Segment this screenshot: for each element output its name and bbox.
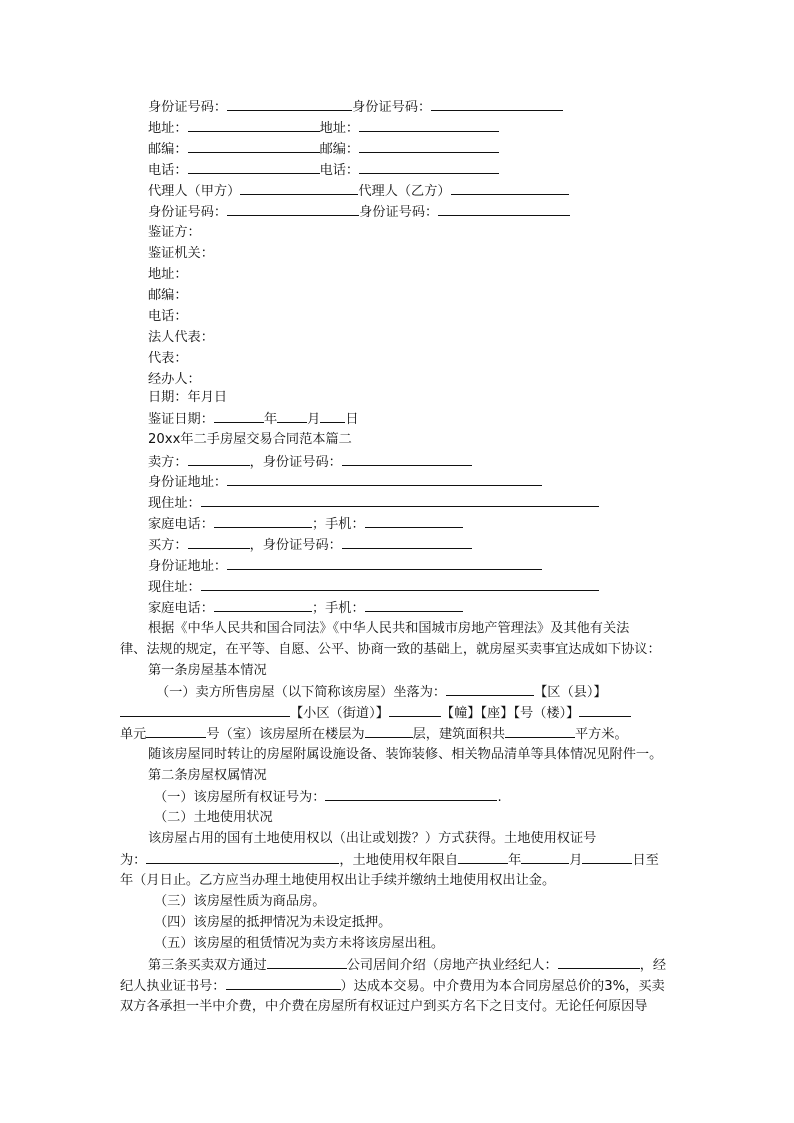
line-text: 电话： — [319, 163, 360, 178]
contract-line — [148, 160, 499, 180]
line-text: 鉴证日期： — [148, 412, 214, 427]
line-text: 【区（县）】 — [534, 685, 607, 700]
line-text: 身份证号码： — [148, 205, 228, 220]
fill-in-blank — [188, 452, 250, 466]
line-text: 家庭电话： — [148, 517, 214, 532]
line-text: 身份证号码： — [148, 100, 228, 115]
line-text: （一）该房屋所有权证号为： — [154, 790, 326, 805]
line-text: ，身份证号码： — [249, 455, 342, 470]
line-text: 电话： — [148, 163, 188, 178]
contract-line — [148, 430, 352, 450]
line-text: （二）土地使用状况 — [154, 810, 273, 825]
fill-in-blank — [188, 535, 250, 549]
fill-in-blank — [325, 787, 497, 801]
line-text: 经办人： — [148, 372, 201, 387]
contract-line — [148, 934, 444, 954]
line-text: 日 — [345, 412, 359, 427]
contract-line — [148, 97, 563, 117]
contract-line — [120, 976, 665, 996]
line-text: 该房屋占用的国有土地使用权以 — [148, 831, 333, 846]
line-text: 日至 — [632, 853, 659, 868]
fill-in-blank — [521, 850, 569, 864]
contract-line — [148, 409, 359, 429]
contract-line — [148, 598, 463, 618]
line-text: 邮编： — [319, 142, 360, 157]
line-text: 地址： — [148, 121, 188, 136]
contract-line — [148, 682, 607, 702]
contract-line — [148, 223, 201, 243]
line-text: 20xx年二手房屋交易合同范本篇二 — [148, 432, 352, 447]
line-text: 【幢】【座】【号（楼）】 — [440, 706, 580, 721]
line-text: ，土地使用权年限自 — [339, 853, 459, 868]
contract-line — [148, 913, 391, 933]
line-text: ，经 — [639, 958, 667, 973]
contract-line — [148, 265, 188, 285]
fill-in-blank — [227, 202, 359, 216]
fill-in-blank — [201, 577, 599, 591]
fill-in-blank — [120, 703, 290, 717]
line-text: 日期：年月日 — [148, 390, 228, 405]
contract-line — [148, 661, 267, 681]
contract-line — [148, 118, 499, 138]
contract-line — [120, 997, 648, 1017]
line-text: 【小区（街道）】 — [290, 706, 389, 721]
fill-in-blank — [389, 703, 441, 717]
fill-in-blank — [240, 181, 358, 195]
line-text: 身份证地址： — [148, 559, 228, 574]
line-text: 买方： — [148, 538, 188, 553]
line-text: 号（室）该房屋所在楼层为 — [206, 727, 365, 742]
line-text: （一）卖方所售房屋（以下简称该房屋）坐落为： — [156, 685, 447, 700]
fill-in-blank — [146, 850, 339, 864]
line-text: 卖方： — [148, 455, 188, 470]
contract-line — [148, 452, 472, 472]
contract-line — [148, 286, 188, 306]
line-text: （四）该房屋的抵押情况为未设定抵押。 — [154, 915, 392, 930]
contract-line — [148, 556, 542, 576]
contract-line — [148, 370, 201, 390]
contract-line — [120, 871, 555, 891]
fill-in-blank — [188, 118, 320, 132]
contract-line — [148, 787, 502, 807]
line-text: 公司居间介绍（房地产执业经纪人： — [346, 958, 558, 973]
fill-in-blank — [227, 556, 542, 570]
contract-line — [148, 307, 188, 327]
contract-line — [120, 640, 661, 660]
fill-in-blank — [359, 160, 499, 174]
fill-in-blank — [214, 514, 312, 528]
line-text: 年 — [508, 853, 522, 868]
line-text: 纪人执业证书号： — [120, 979, 226, 994]
fill-in-blank — [359, 139, 499, 153]
line-text: （出让或划拨？）方式获得。土地使用权证号 — [332, 831, 597, 846]
fill-in-blank — [188, 139, 320, 153]
line-text: . — [497, 790, 502, 805]
line-text: 层，建筑面积共 — [412, 727, 505, 742]
line-text: ；手机： — [311, 601, 365, 616]
contract-line — [120, 850, 659, 870]
fill-in-blank — [505, 724, 575, 738]
contract-line — [148, 829, 596, 849]
line-text: 律、法规的规定，在平等、自愿、公平、协商一致的基础上，就房屋买卖事宜达成如下协议： — [120, 642, 661, 657]
contract-line — [148, 766, 267, 786]
line-text: ）达成本交易。中介费用为本合同房屋总价的3%，买卖 — [340, 979, 665, 994]
fill-in-blank — [320, 409, 345, 423]
line-text: 月 — [569, 853, 583, 868]
line-text: 为： — [120, 853, 147, 868]
contract-line — [148, 577, 599, 597]
contract-line — [148, 328, 214, 348]
line-text: ，身份证号码： — [249, 538, 342, 553]
line-text: 身份证地址： — [148, 475, 228, 490]
line-text: 单元 — [120, 727, 147, 742]
line-text: 年 — [263, 412, 278, 427]
line-text: 代理人（乙方） — [358, 184, 451, 199]
contract-line — [148, 892, 325, 912]
contract-line — [148, 808, 273, 828]
fill-in-blank — [277, 409, 307, 423]
fill-in-blank — [214, 409, 264, 423]
fill-in-blank — [342, 452, 472, 466]
contract-line — [148, 388, 227, 408]
fill-in-blank — [146, 724, 206, 738]
fill-in-blank — [201, 493, 599, 507]
line-text: （三）该房屋性质为商品房。 — [154, 894, 326, 909]
contract-line — [148, 745, 662, 765]
line-text: 双方各承担一半中介费，中介费在房屋所有权证过户到买方名下之日支付。无论任何原因导 — [120, 999, 648, 1014]
line-text: 月 — [307, 412, 321, 427]
contract-line — [148, 202, 570, 222]
fill-in-blank — [438, 202, 570, 216]
line-text: 身份证号码： — [359, 205, 439, 220]
contract-line — [148, 244, 214, 264]
line-text: 地址： — [148, 267, 188, 282]
line-text: 第一条房屋基本情况 — [148, 663, 267, 678]
contract-line — [148, 472, 542, 492]
contract-line — [148, 493, 599, 513]
contract-line — [148, 619, 629, 639]
contract-line — [148, 139, 499, 159]
line-text: 邮编： — [148, 288, 188, 303]
fill-in-blank — [365, 598, 463, 612]
fill-in-blank — [431, 97, 563, 111]
line-text: 现住址： — [148, 496, 201, 511]
line-text: 日止。乙方应当办理土地使用权出让手续并缴纳土地使用权出让金。 — [159, 873, 556, 888]
fill-in-blank — [226, 976, 341, 990]
fill-in-blank — [365, 514, 463, 528]
line-text: 鉴证机关： — [148, 246, 214, 261]
line-text: 代表： — [148, 351, 188, 366]
line-text: 身份证号码： — [352, 100, 432, 115]
fill-in-blank — [188, 160, 320, 174]
line-text: 法人代表： — [148, 330, 214, 345]
fill-in-blank — [558, 955, 640, 969]
line-text: 电话： — [148, 309, 188, 324]
contract-line — [120, 703, 631, 723]
fill-in-blank — [582, 850, 632, 864]
fill-in-blank — [227, 472, 542, 486]
contract-line — [148, 955, 666, 975]
line-text: 鉴证方： — [148, 225, 201, 240]
fill-in-blank — [365, 724, 413, 738]
fill-in-blank — [342, 535, 472, 549]
contract-line — [120, 724, 628, 744]
contract-line — [148, 535, 472, 555]
line-text: 第二条房屋权属情况 — [148, 768, 267, 783]
line-text: 代理人（甲方） — [148, 184, 241, 199]
fill-in-blank — [458, 850, 508, 864]
fill-in-blank — [267, 955, 347, 969]
contract-line — [148, 181, 569, 201]
contract-line — [148, 349, 188, 369]
fill-in-blank — [214, 598, 312, 612]
fill-in-blank — [359, 118, 499, 132]
line-text: 地址： — [319, 121, 360, 136]
line-text: 平方米。 — [574, 727, 628, 742]
fill-in-blank — [446, 682, 534, 696]
line-text: ；手机： — [311, 517, 365, 532]
line-text: 随该房屋同时转让的房屋附属设施设备、装饰装修、相关物品清单等具体情况见附件一。 — [148, 747, 663, 762]
line-text: 家庭电话： — [148, 601, 214, 616]
contract-line — [148, 514, 463, 534]
line-text: 邮编： — [148, 142, 188, 157]
fill-in-blank — [451, 181, 569, 195]
line-text: 第三条买卖双方通过 — [148, 958, 267, 973]
line-text: （五）该房屋的租赁情况为卖方未将该房屋出租。 — [154, 936, 445, 951]
line-text: 现住址： — [148, 580, 201, 595]
line-text: 年（月 — [120, 873, 160, 888]
line-text: 根据《中华人民共和国合同法》《中华人民共和国城市房地产管理法》及其他有关法 — [148, 621, 630, 636]
fill-in-blank — [227, 97, 352, 111]
fill-in-blank — [579, 703, 631, 717]
